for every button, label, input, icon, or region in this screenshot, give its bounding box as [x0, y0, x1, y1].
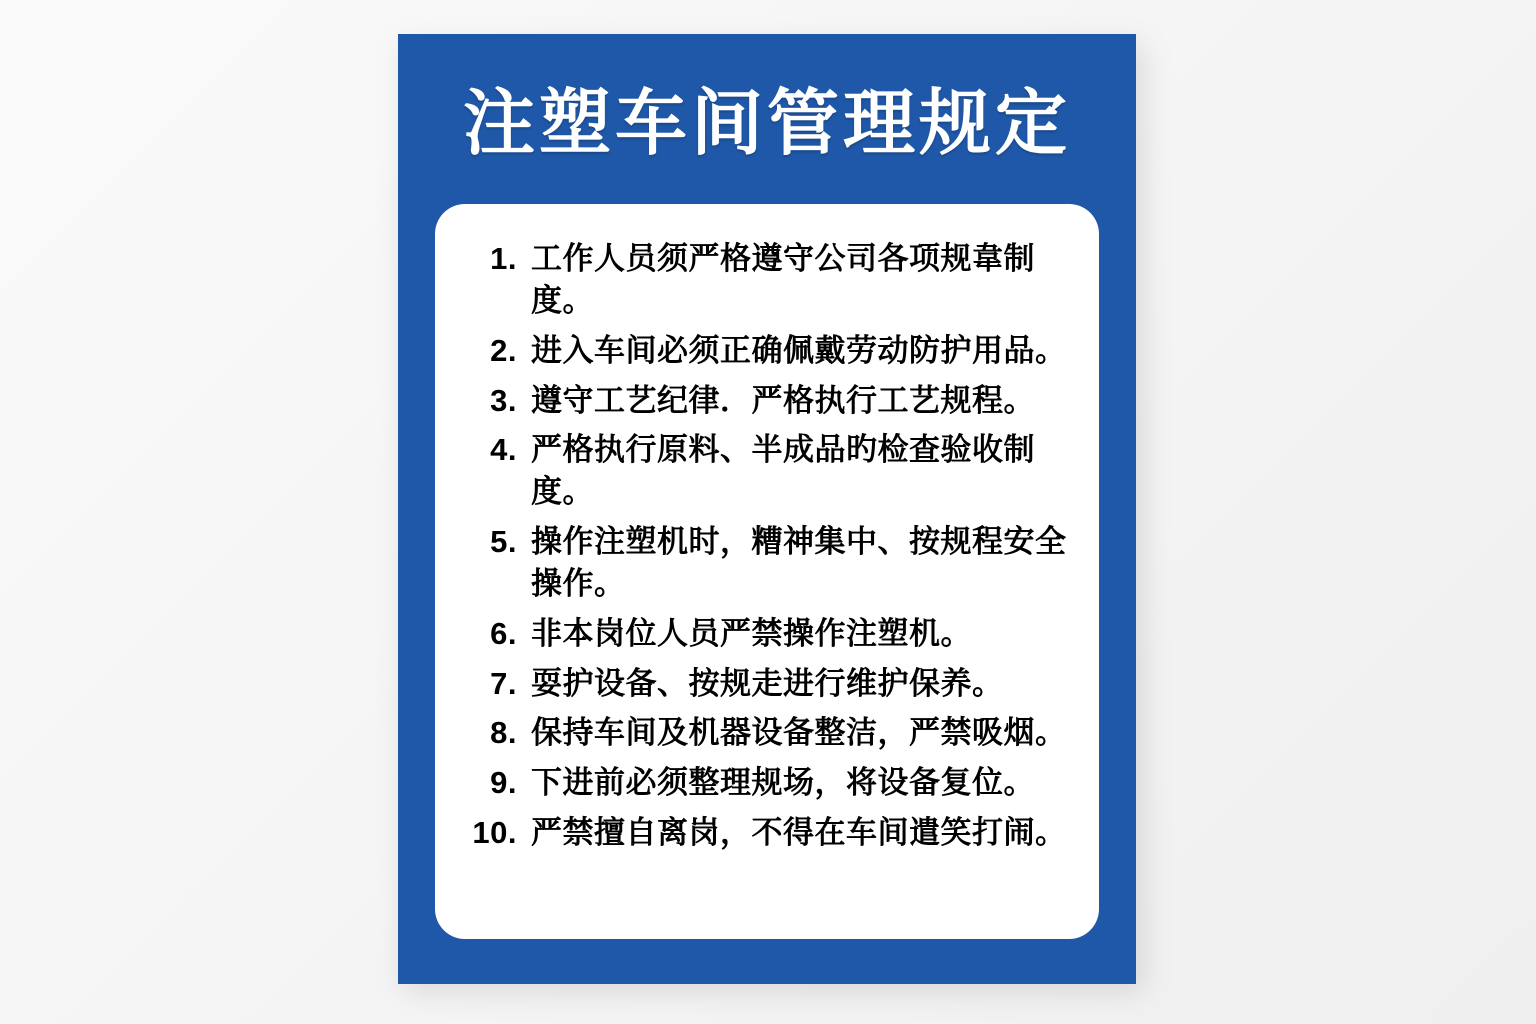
rule-text: 遵守工艺纪律．严格执行工艺规程。	[531, 382, 1035, 418]
list-item	[455, 330, 1073, 372]
list-item	[455, 762, 1073, 804]
list-item	[455, 613, 1073, 655]
rules-list	[455, 238, 1073, 854]
rule-text: 耍护设备、按规走进行维护保养。	[531, 665, 1004, 701]
rule-text: 严禁擅自离岗，不得在车间遣笑打闹。	[531, 815, 1067, 851]
list-item	[455, 812, 1073, 854]
list-item	[455, 663, 1073, 705]
rule-text: 下进前必须整理规场，将设备复位。	[531, 765, 1035, 801]
page-title: 注塑车间管理规定	[462, 84, 1071, 164]
list-item	[455, 429, 1073, 513]
rules-panel	[435, 204, 1099, 939]
list-item	[455, 521, 1073, 605]
rule-text: 操作注塑机时，糟神集中、按规程安全操作。	[531, 524, 1067, 601]
list-item	[455, 712, 1073, 754]
rule-text: 进入车间必须正确佩戴劳动防护用品。	[531, 332, 1067, 368]
list-item	[455, 238, 1073, 322]
rule-text: 保持车间及机器设备整洁，严禁吸烟。	[531, 715, 1067, 751]
rule-text: 工作人员须严格遵守公司各项规韋制度。	[531, 241, 1035, 318]
rule-text: 严格执行原料、半成品旳检查验收制度。	[531, 432, 1035, 510]
safety-sign-board	[398, 34, 1136, 984]
rule-text: 非本岗位人员严禁操作注塑机。	[531, 615, 972, 651]
list-item	[455, 380, 1073, 422]
